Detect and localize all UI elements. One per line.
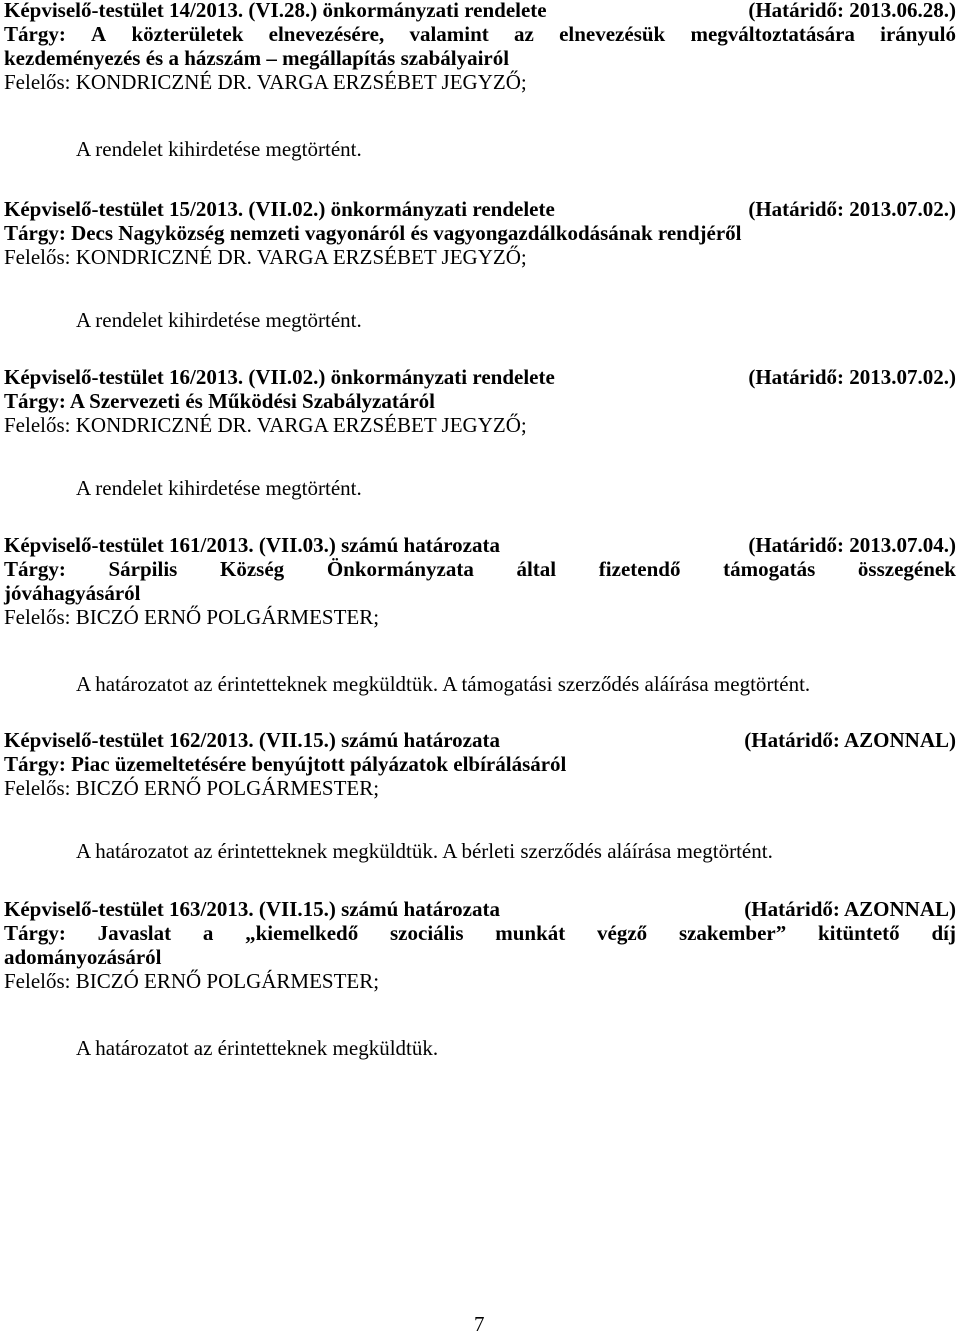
entry-responsible: Felelős: BICZÓ ERNŐ POLGÁRMESTER;	[4, 969, 380, 993]
entry-hatarozat-163	[4, 897, 956, 1060]
entry-rendelet-16	[4, 365, 956, 500]
entry-deadline: (Határidő: 2013.07.02.)	[748, 197, 956, 221]
entry-hatarozat-162	[4, 728, 956, 863]
entry-subject: Tárgy: Piac üzemeltetésére benyújtott pályázatok elbírálásáról	[4, 752, 567, 776]
entry-heading	[4, 533, 956, 557]
entry-note: A rendelet kihirdetése megtörtént.	[76, 308, 362, 332]
entry-title: Képviselő-testület 163/2013. (VII.15.) számú határozata	[4, 897, 500, 921]
entry-rendelet-15	[4, 197, 956, 332]
entry-subject: Tárgy: A közterületek elnevezésére, valamint az elnevezésük megváltoztatására irányuló	[4, 22, 956, 46]
entry-hatarozat-161	[4, 533, 956, 696]
entry-deadline: (Határidő: 2013.07.02.)	[748, 365, 956, 389]
entry-heading	[4, 897, 956, 921]
entry-responsible: Felelős: KONDRICZNÉ DR. VARGA ERZSÉBET JEGYZŐ;	[4, 413, 527, 437]
entry-heading	[4, 197, 956, 221]
entry-deadline: (Határidő: 2013.07.04.)	[748, 533, 956, 557]
entry-note: A rendelet kihirdetése megtörtént.	[76, 476, 362, 500]
entry-subject: Tárgy: Javaslat a „kiemelkedő szociális munkát végző szakember” kitüntető díj	[4, 921, 956, 945]
entry-responsible: Felelős: BICZÓ ERNŐ POLGÁRMESTER;	[4, 605, 380, 629]
entry-title: Képviselő-testület 16/2013. (VII.02.) önkormányzati rendelete	[4, 365, 555, 389]
entry-note: A rendelet kihirdetése megtörtént.	[76, 137, 362, 161]
entry-deadline: (Határidő: AZONNAL)	[744, 897, 956, 921]
entry-note: A határozatot az érintetteknek megküldtük. A bérleti szerződés aláírása megtörtént.	[76, 839, 773, 863]
entry-note: A határozatot az érintetteknek megküldtük. A támogatási szerződés aláírása megtörtént.	[76, 672, 811, 696]
entry-heading	[4, 0, 956, 22]
entry-subject: Tárgy: Decs Nagyközség nemzeti vagyonáról és vagyongazdálkodásának rendjéről	[4, 221, 742, 245]
entry-title: Képviselő-testület 14/2013. (VI.28.) önkormányzati rendelete	[4, 0, 547, 22]
entry-subject: Tárgy: A Szervezeti és Működési Szabályzatáról	[4, 389, 436, 413]
page-number: 7	[474, 1312, 485, 1336]
entry-responsible: Felelős: BICZÓ ERNŐ POLGÁRMESTER;	[4, 776, 380, 800]
entry-subject-continued: jóváhagyásáról	[4, 581, 141, 605]
entry-deadline: (Határidő: AZONNAL)	[744, 728, 956, 752]
entry-responsible: Felelős: KONDRICZNÉ DR. VARGA ERZSÉBET JEGYZŐ;	[4, 245, 527, 269]
entry-subject: Tárgy: Sárpilis Község Önkormányzata által fizetendő támogatás összegének	[4, 557, 956, 581]
entry-heading	[4, 728, 956, 752]
entry-rendelet-14	[4, 0, 956, 161]
entry-title: Képviselő-testület 161/2013. (VII.03.) számú határozata	[4, 533, 500, 557]
entry-subject-continued: adományozásáról	[4, 945, 162, 969]
entry-subject-continued: kezdeményezés és a házszám – megállapítás szabályairól	[4, 46, 510, 70]
entry-deadline: (Határidő: 2013.06.28.)	[748, 0, 956, 22]
entry-note: A határozatot az érintetteknek megküldtük.	[76, 1036, 439, 1060]
entry-responsible: Felelős: KONDRICZNÉ DR. VARGA ERZSÉBET JEGYZŐ;	[4, 70, 527, 94]
entry-title: Képviselő-testület 162/2013. (VII.15.) számú határozata	[4, 728, 500, 752]
entry-heading	[4, 365, 956, 389]
entry-title: Képviselő-testület 15/2013. (VII.02.) önkormányzati rendelete	[4, 197, 555, 221]
